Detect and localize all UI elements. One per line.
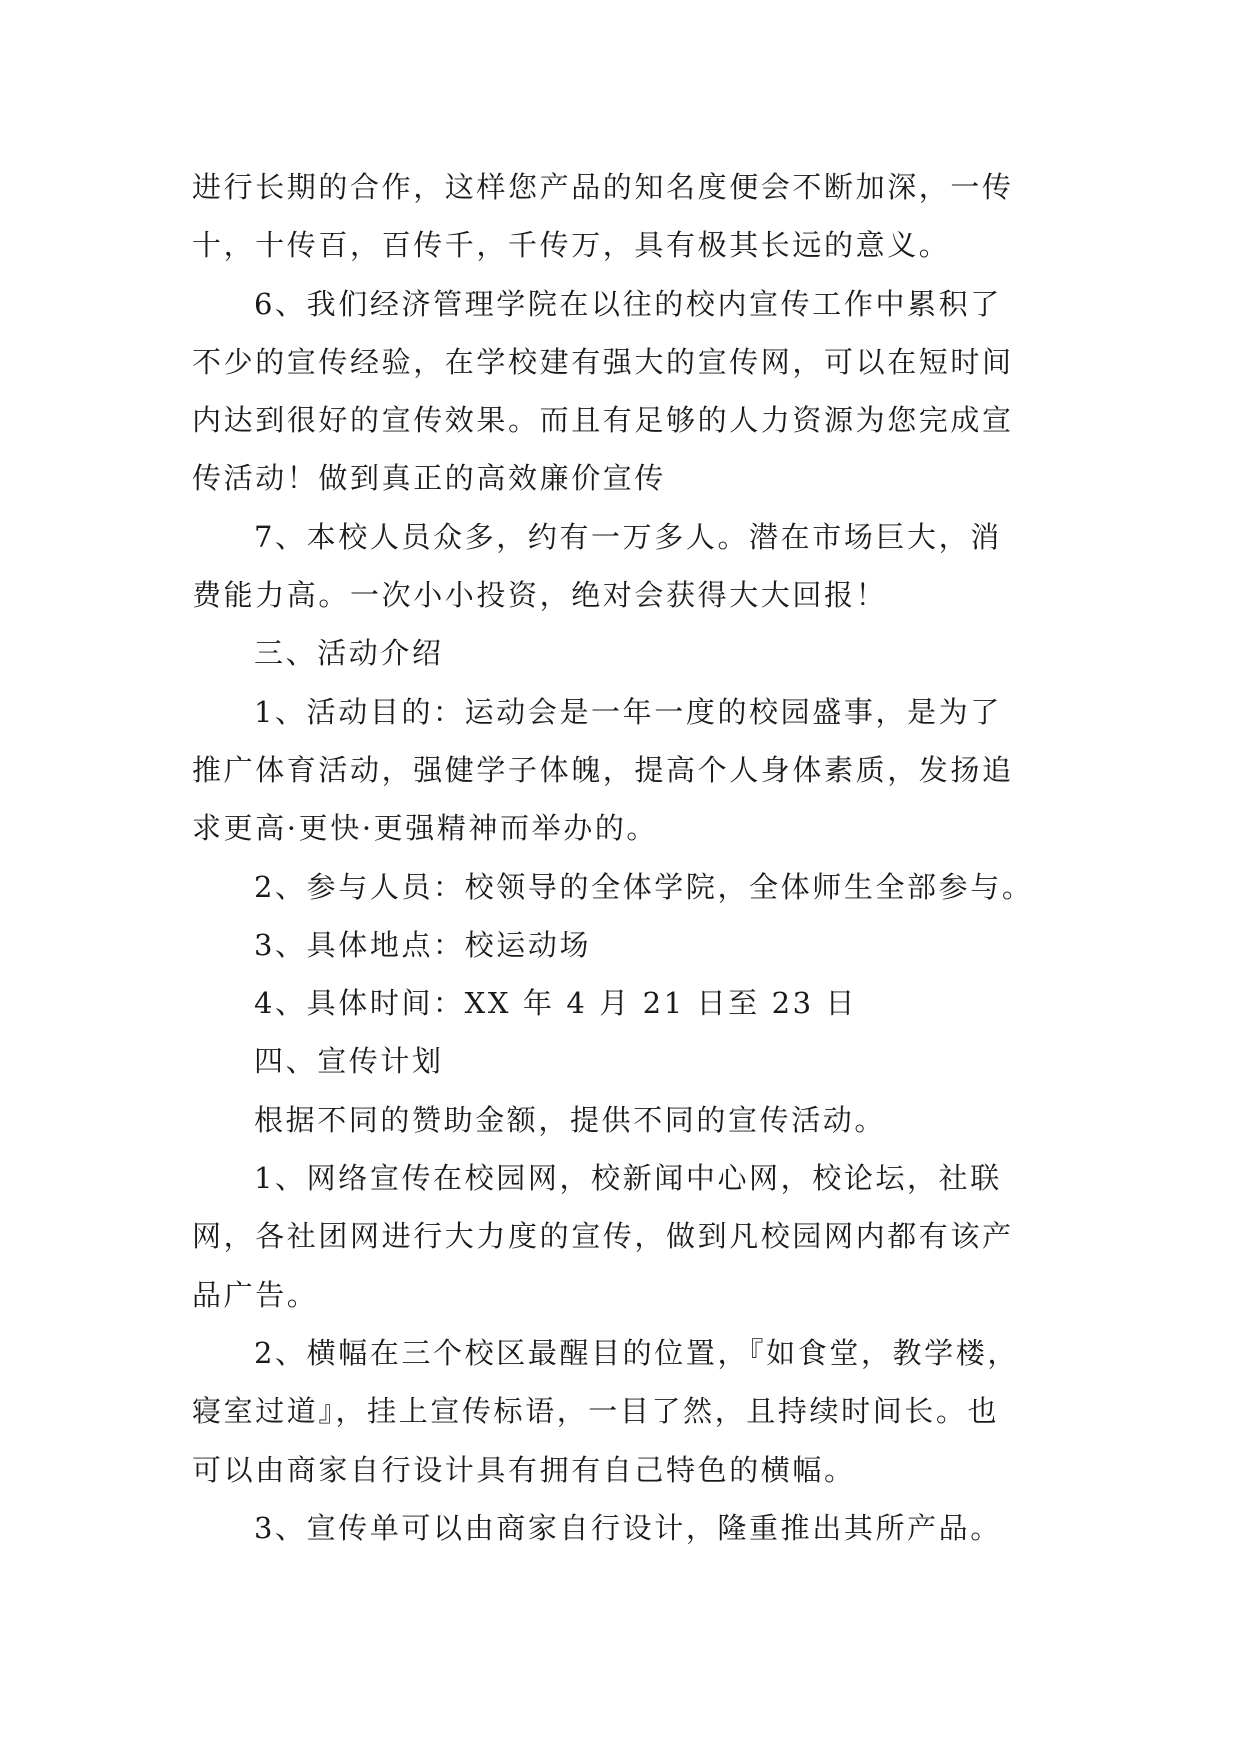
- text-line: 求更高·更快·更强精神而举办的。: [192, 811, 659, 846]
- text-line: 寝室过道』，挂上宣传标语，一目了然，且持续时间长。也: [192, 1394, 1000, 1429]
- text-line: 1、网络宣传在校园网，校新闻中心网，校论坛，社联: [254, 1161, 1002, 1196]
- text-line: 不少的宣传经验，在学校建有强大的宣传网，可以在短时间: [192, 344, 1014, 379]
- document-body: [192, 158, 1072, 1557]
- text-line: 可以由商家自行设计具有拥有自己特色的横幅。: [192, 1452, 856, 1487]
- section-heading: 三、活动介绍: [254, 636, 444, 671]
- text-line: 费能力高。一次小小投资，绝对会获得大大回报！: [192, 578, 888, 613]
- text-line: 3、具体地点：校运动场: [254, 927, 592, 962]
- text-line: 2、横幅在三个校区最醒目的位置，『如食堂，教学楼，: [254, 1335, 1019, 1370]
- text-line: 6、我们经济管理学院在以往的校内宣传工作中累积了: [254, 286, 1002, 321]
- text-line: 3、宣传单可以由商家自行设计，隆重推出其所产品。: [254, 1510, 1002, 1545]
- text-line: 品广告。: [192, 1277, 319, 1312]
- text-line: 网，各社团网进行大力度的宣传，做到凡校园网内都有该产: [192, 1219, 1014, 1254]
- text-line: 进行长期的合作，这样您产品的知名度便会不断加深，一传: [192, 170, 1014, 204]
- text-line: 内达到很好的宣传效果。而且有足够的人力资源为您完成宣: [192, 403, 1014, 438]
- text-line: 十，十传百，百传千，千传万，具有极其长远的意义。: [192, 228, 951, 263]
- text-line: 7、本校人员众多，约有一万多人。潜在市场巨大，消: [254, 519, 1002, 554]
- section-heading: 四、宣传计划: [254, 1044, 444, 1079]
- text-line: 传活动！做到真正的高效廉价宣传: [192, 461, 667, 496]
- text-line: 2、参与人员：校领导的全体学院，全体师生全部参与。: [254, 869, 1034, 904]
- text-line: 1、活动目的：运动会是一年一度的校园盛事，是为了: [254, 694, 1002, 729]
- text-line: 4、具体时间：XX 年 4 月 21 日至 23 日: [254, 986, 858, 1021]
- text-line: 根据不同的赞助金额，提供不同的宣传活动。: [254, 1102, 887, 1137]
- text-line: 推广体育活动，强健学子体魄，提高个人身体素质，发扬追: [192, 752, 1014, 787]
